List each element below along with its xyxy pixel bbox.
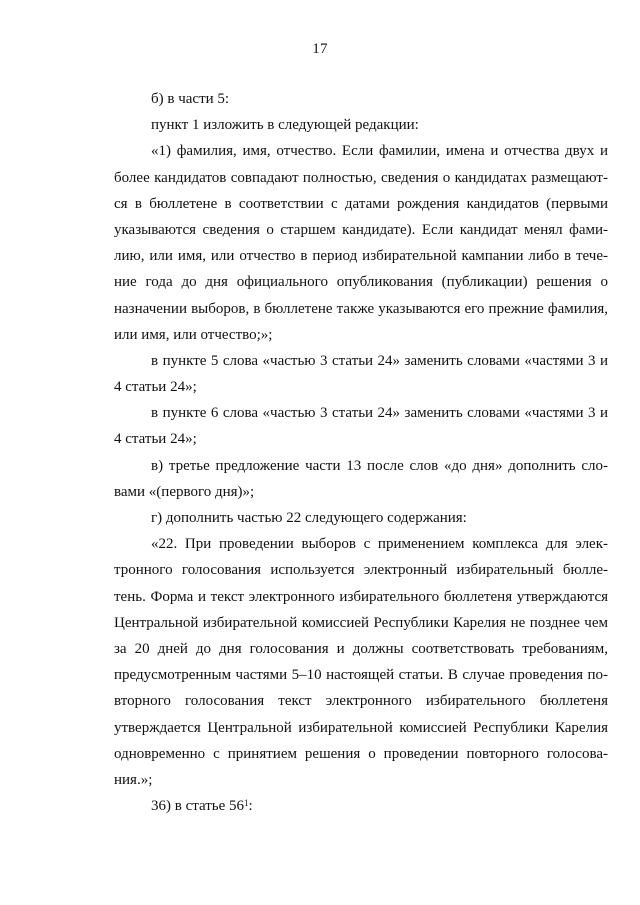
text-line: за 20 дней до дня голосования и должны соответствовать требованиям,: [114, 640, 608, 657]
article-heading-line: [114, 793, 608, 819]
text-line: одновременно с принятием решения о проведении повторного голосова-: [114, 745, 608, 762]
text-line: в пункте 6 слова «частью 3 статьи 24» заменить словами «частями 3 и: [151, 405, 608, 422]
article-heading-text: 36) в статье 56: [151, 798, 245, 815]
page-number: 17: [312, 41, 328, 57]
text-line: вами «(первого дня)»;: [114, 483, 255, 500]
text-line: в) третье предложение части 13 после слов «до дня» дополнить сло-: [151, 457, 608, 474]
text-line: г) дополнить частью 22 следующего содержания:: [151, 510, 467, 526]
text-line: тронного голосования используется электронный избирательный бюлле-: [114, 562, 608, 579]
document-body: [114, 86, 608, 819]
text-line: ние года до дня официального опубликования (публикации) решения о: [114, 274, 608, 291]
text-line: или имя, или отчество;»;: [114, 326, 273, 343]
text-line: Центральной избирательной комиссией Республики Карелия не позднее чем: [114, 614, 608, 631]
text-line: предусмотренным частями 5–10 настоящей статьи. В случае проведения по-: [114, 667, 608, 684]
text-line: в пункте 5 слова «частью 3 статьи 24» заменить словами «частями 3 и: [151, 352, 608, 369]
text-line: вторного голосования текст электронного избирательного бюллетеня: [114, 693, 608, 710]
text-line: лию, или имя, или отчество в период избирательной кампании либо в тече-: [114, 248, 608, 265]
article-superscript: 1: [244, 798, 249, 809]
text-line: назначении выборов, в бюллетене также указываются его прежние фамилия,: [114, 300, 608, 317]
text-line: ся в бюллетене в соответствии с датами рождения кандидатов (первыми: [114, 195, 608, 212]
text-line: указываются сведения о старшем кандидате). Если кандидат менял фами-: [114, 221, 608, 238]
text-line: пункт 1 изложить в следующей редакции:: [151, 117, 419, 134]
text-line: 4 статьи 24»;: [114, 379, 197, 396]
text-line: 4 статьи 24»;: [114, 431, 197, 448]
text-line: более кандидатов совпадают полностью, сведения о кандидатах размещают-: [114, 169, 608, 186]
text-line: б) в части 5:: [151, 91, 230, 107]
text-line: «1) фамилия, имя, отчество. Если фамилии, имена и отчества двух и: [151, 143, 608, 160]
text-line: «22. При проведении выборов с применением комплекса для элек-: [151, 536, 608, 553]
text-line: утверждается Центральной избирательной комиссией Республики Карелия: [114, 719, 608, 736]
text-line: тень. Форма и текст электронного избирательного бюллетеня утверждаются: [114, 588, 608, 605]
article-heading-suffix: :: [248, 798, 253, 815]
text-line: ния.»;: [114, 771, 153, 788]
